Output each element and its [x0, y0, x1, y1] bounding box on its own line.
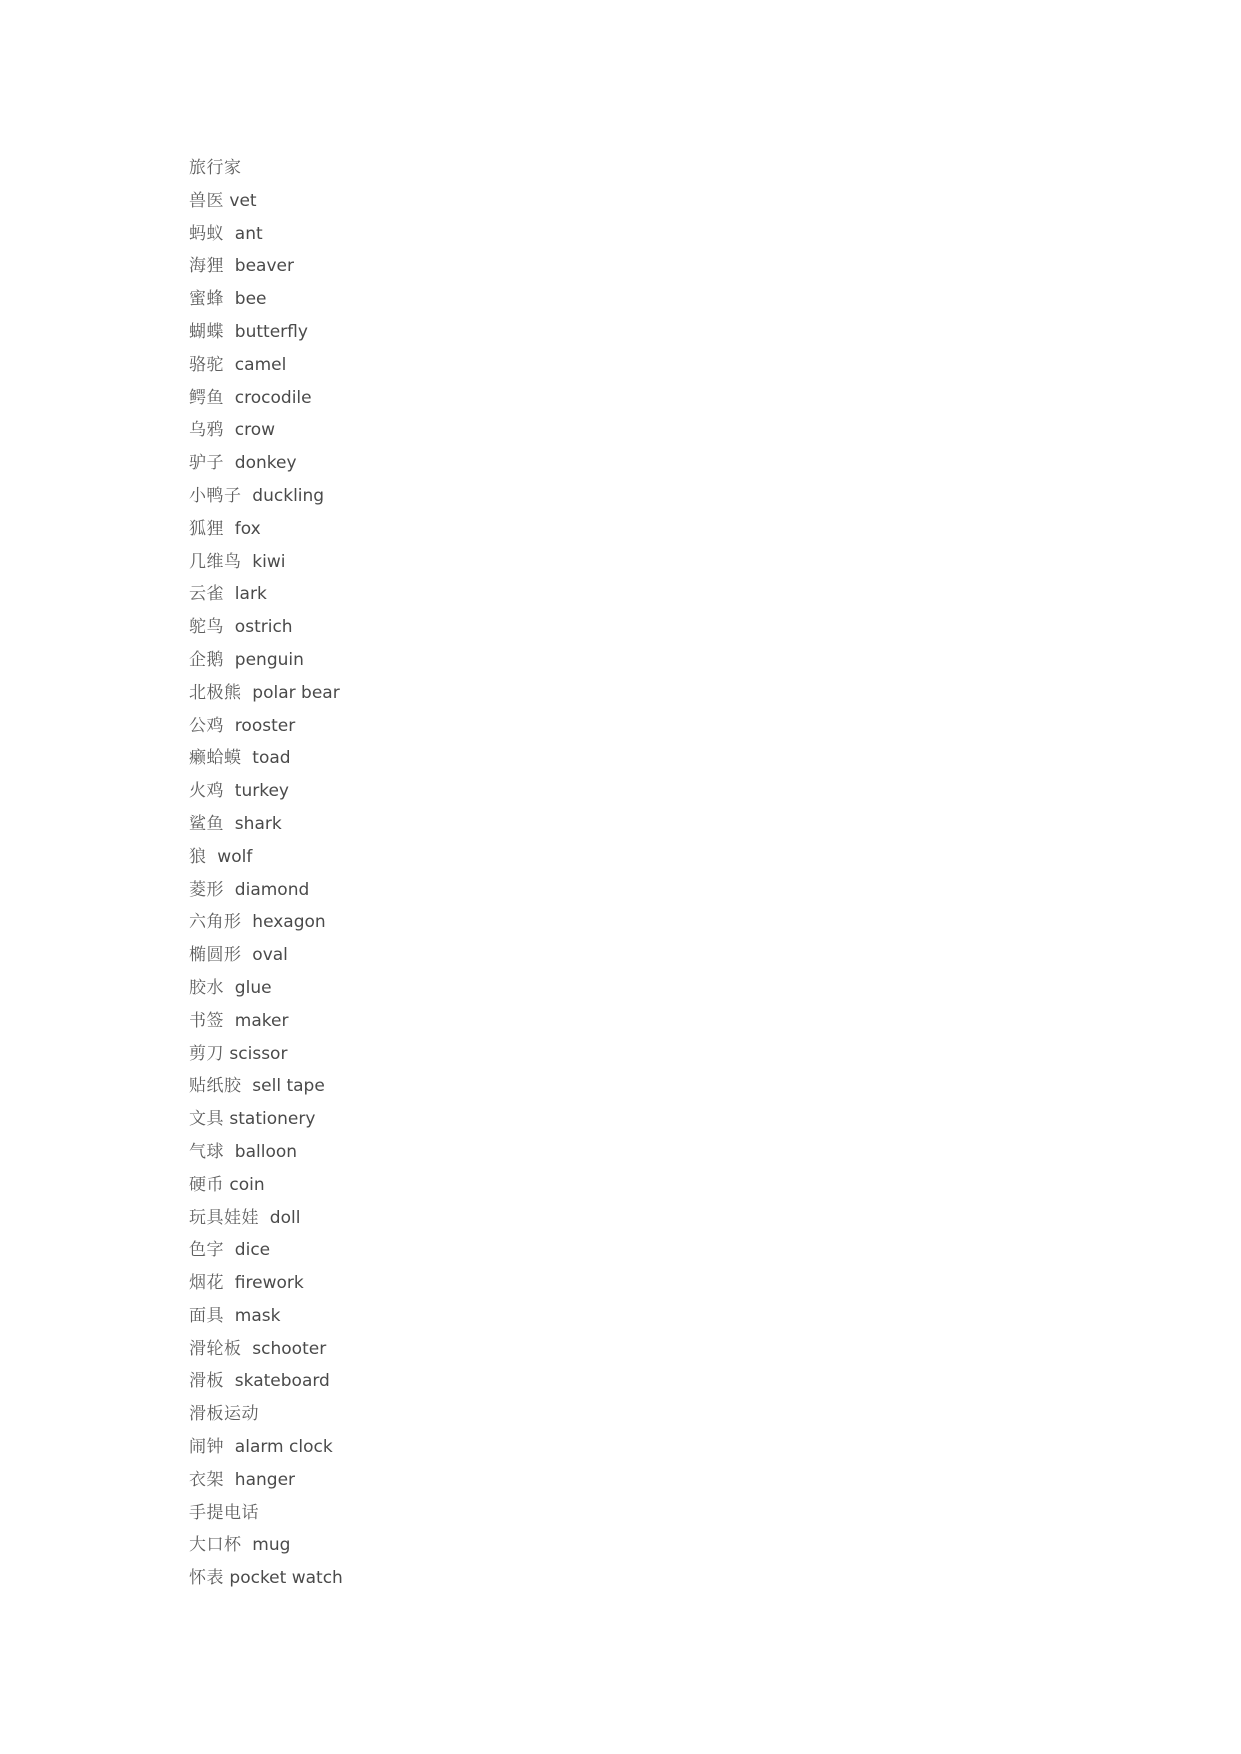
- english-word: donkey: [224, 453, 297, 474]
- vocab-entry: [189, 1333, 343, 1366]
- vocab-entry: [189, 1103, 343, 1136]
- english-word: rooster: [224, 715, 296, 736]
- chinese-word: 小鸭子: [189, 485, 242, 506]
- vocab-entry: [189, 316, 343, 349]
- chinese-word: 癞蛤蟆: [189, 748, 242, 769]
- chinese-word: 鲨鱼: [189, 813, 224, 834]
- vocab-entry: [189, 1300, 343, 1333]
- vocab-entry: [189, 349, 343, 382]
- chinese-word: 兽医: [189, 190, 224, 211]
- chinese-word: 骆驼: [189, 354, 224, 375]
- chinese-word: 滑板运动: [189, 1404, 259, 1425]
- english-word: coin: [224, 1174, 265, 1195]
- vocab-entry: [189, 611, 343, 644]
- vocabulary-list: [189, 152, 343, 1595]
- chinese-word: 玩具娃娃: [189, 1207, 259, 1228]
- english-word: dice: [224, 1240, 271, 1261]
- vocab-entry: [189, 939, 343, 972]
- english-word: camel: [224, 354, 287, 375]
- vocab-entry: [189, 283, 343, 316]
- vocab-entry: [189, 1169, 343, 1202]
- chinese-word: 大口杯: [189, 1535, 242, 1556]
- chinese-word: 硬币: [189, 1174, 224, 1195]
- chinese-word: 火鸡: [189, 781, 224, 802]
- vocab-entry: [189, 382, 343, 415]
- english-word: mug: [241, 1535, 291, 1556]
- vocab-entry: [189, 1431, 343, 1464]
- vocab-entry: [189, 152, 343, 185]
- english-word: penguin: [224, 649, 304, 670]
- english-word: crocodile: [224, 387, 312, 408]
- english-word: shark: [224, 813, 282, 834]
- chinese-word: 剪刀: [189, 1043, 224, 1064]
- english-word: firework: [224, 1273, 304, 1294]
- vocab-entry: [189, 841, 343, 874]
- vocab-entry: [189, 1497, 343, 1530]
- english-word: glue: [224, 977, 272, 998]
- english-word: ant: [224, 223, 263, 244]
- vocab-entry: [189, 710, 343, 743]
- english-word: scissor: [224, 1043, 288, 1064]
- english-word: polar bear: [241, 682, 340, 703]
- english-word: skateboard: [224, 1371, 330, 1392]
- chinese-word: 乌鸦: [189, 420, 224, 441]
- english-word: kiwi: [241, 551, 286, 572]
- vocab-entry: [189, 1365, 343, 1398]
- vocab-entry: [189, 1070, 343, 1103]
- vocab-entry: [189, 414, 343, 447]
- english-word: vet: [224, 190, 257, 211]
- vocab-entry: [189, 1136, 343, 1169]
- english-word: fox: [224, 518, 261, 539]
- english-word: bee: [224, 289, 267, 310]
- vocab-entry: [189, 1005, 343, 1038]
- chinese-word: 蚂蚁: [189, 223, 224, 244]
- chinese-word: 手提电话: [189, 1502, 259, 1523]
- english-word: maker: [224, 1010, 289, 1031]
- english-word: beaver: [224, 256, 294, 277]
- vocab-entry: [189, 218, 343, 251]
- english-word: turkey: [224, 781, 289, 802]
- english-word: alarm clock: [224, 1437, 333, 1458]
- vocab-entry: [189, 906, 343, 939]
- vocab-entry: [189, 578, 343, 611]
- vocab-entry: [189, 1464, 343, 1497]
- vocab-entry: [189, 1267, 343, 1300]
- english-word: crow: [224, 420, 276, 441]
- vocab-entry: [189, 775, 343, 808]
- chinese-word: 北极熊: [189, 682, 242, 703]
- chinese-word: 鸵鸟: [189, 617, 224, 638]
- english-word: lark: [224, 584, 267, 605]
- vocab-entry: [189, 1038, 343, 1071]
- english-word: stationery: [224, 1109, 316, 1130]
- chinese-word: 面具: [189, 1305, 224, 1326]
- english-word: ostrich: [224, 617, 293, 638]
- english-word: hanger: [224, 1469, 296, 1490]
- chinese-word: 胶水: [189, 977, 224, 998]
- english-word: schooter: [241, 1338, 327, 1359]
- chinese-word: 企鹅: [189, 649, 224, 670]
- english-word: toad: [241, 748, 291, 769]
- vocab-entry: [189, 513, 343, 546]
- chinese-word: 海狸: [189, 256, 224, 277]
- chinese-word: 闹钟: [189, 1437, 224, 1458]
- vocab-entry: [189, 742, 343, 775]
- english-word: diamond: [224, 879, 310, 900]
- chinese-word: 蝴蝶: [189, 321, 224, 342]
- vocab-entry: [189, 185, 343, 218]
- vocab-entry: [189, 1398, 343, 1431]
- english-word: butterfly: [224, 321, 308, 342]
- vocab-entry: [189, 972, 343, 1005]
- chinese-word: 烟花: [189, 1273, 224, 1294]
- vocab-entry: [189, 1562, 343, 1595]
- chinese-word: 菱形: [189, 879, 224, 900]
- chinese-word: 色字: [189, 1240, 224, 1261]
- english-word: duckling: [241, 485, 325, 506]
- english-word: doll: [259, 1207, 301, 1228]
- chinese-word: 书签: [189, 1010, 224, 1031]
- chinese-word: 怀表: [189, 1568, 224, 1589]
- chinese-word: 滑板: [189, 1371, 224, 1392]
- english-word: hexagon: [241, 912, 326, 933]
- english-word: wolf: [206, 846, 253, 867]
- vocab-entry: [189, 1234, 343, 1267]
- english-word: oval: [241, 945, 288, 966]
- vocab-entry: [189, 874, 343, 907]
- chinese-word: 蜜蜂: [189, 289, 224, 310]
- chinese-word: 狼: [189, 846, 207, 867]
- chinese-word: 鳄鱼: [189, 387, 224, 408]
- vocab-entry: [189, 546, 343, 579]
- chinese-word: 衣架: [189, 1469, 224, 1490]
- vocab-entry: [189, 808, 343, 841]
- vocab-entry: [189, 677, 343, 710]
- chinese-word: 公鸡: [189, 715, 224, 736]
- chinese-word: 文具: [189, 1109, 224, 1130]
- english-word: mask: [224, 1305, 281, 1326]
- vocab-entry: [189, 250, 343, 283]
- vocab-entry: [189, 1529, 343, 1562]
- english-word: sell tape: [241, 1076, 325, 1097]
- vocab-entry: [189, 644, 343, 677]
- english-word: balloon: [224, 1141, 298, 1162]
- chinese-word: 旅行家: [189, 158, 242, 178]
- vocab-entry: [189, 480, 343, 513]
- english-word: pocket watch: [224, 1568, 343, 1589]
- chinese-word: 云雀: [189, 584, 224, 605]
- vocab-entry: [189, 447, 343, 480]
- chinese-word: 贴纸胶: [189, 1076, 242, 1097]
- chinese-word: 六角形: [189, 912, 242, 933]
- chinese-word: 狐狸: [189, 518, 224, 539]
- chinese-word: 驴子: [189, 453, 224, 474]
- chinese-word: 几维鸟: [189, 551, 242, 572]
- vocab-entry: [189, 1202, 343, 1235]
- chinese-word: 椭圆形: [189, 945, 242, 966]
- chinese-word: 滑轮板: [189, 1338, 242, 1359]
- chinese-word: 气球: [189, 1141, 224, 1162]
